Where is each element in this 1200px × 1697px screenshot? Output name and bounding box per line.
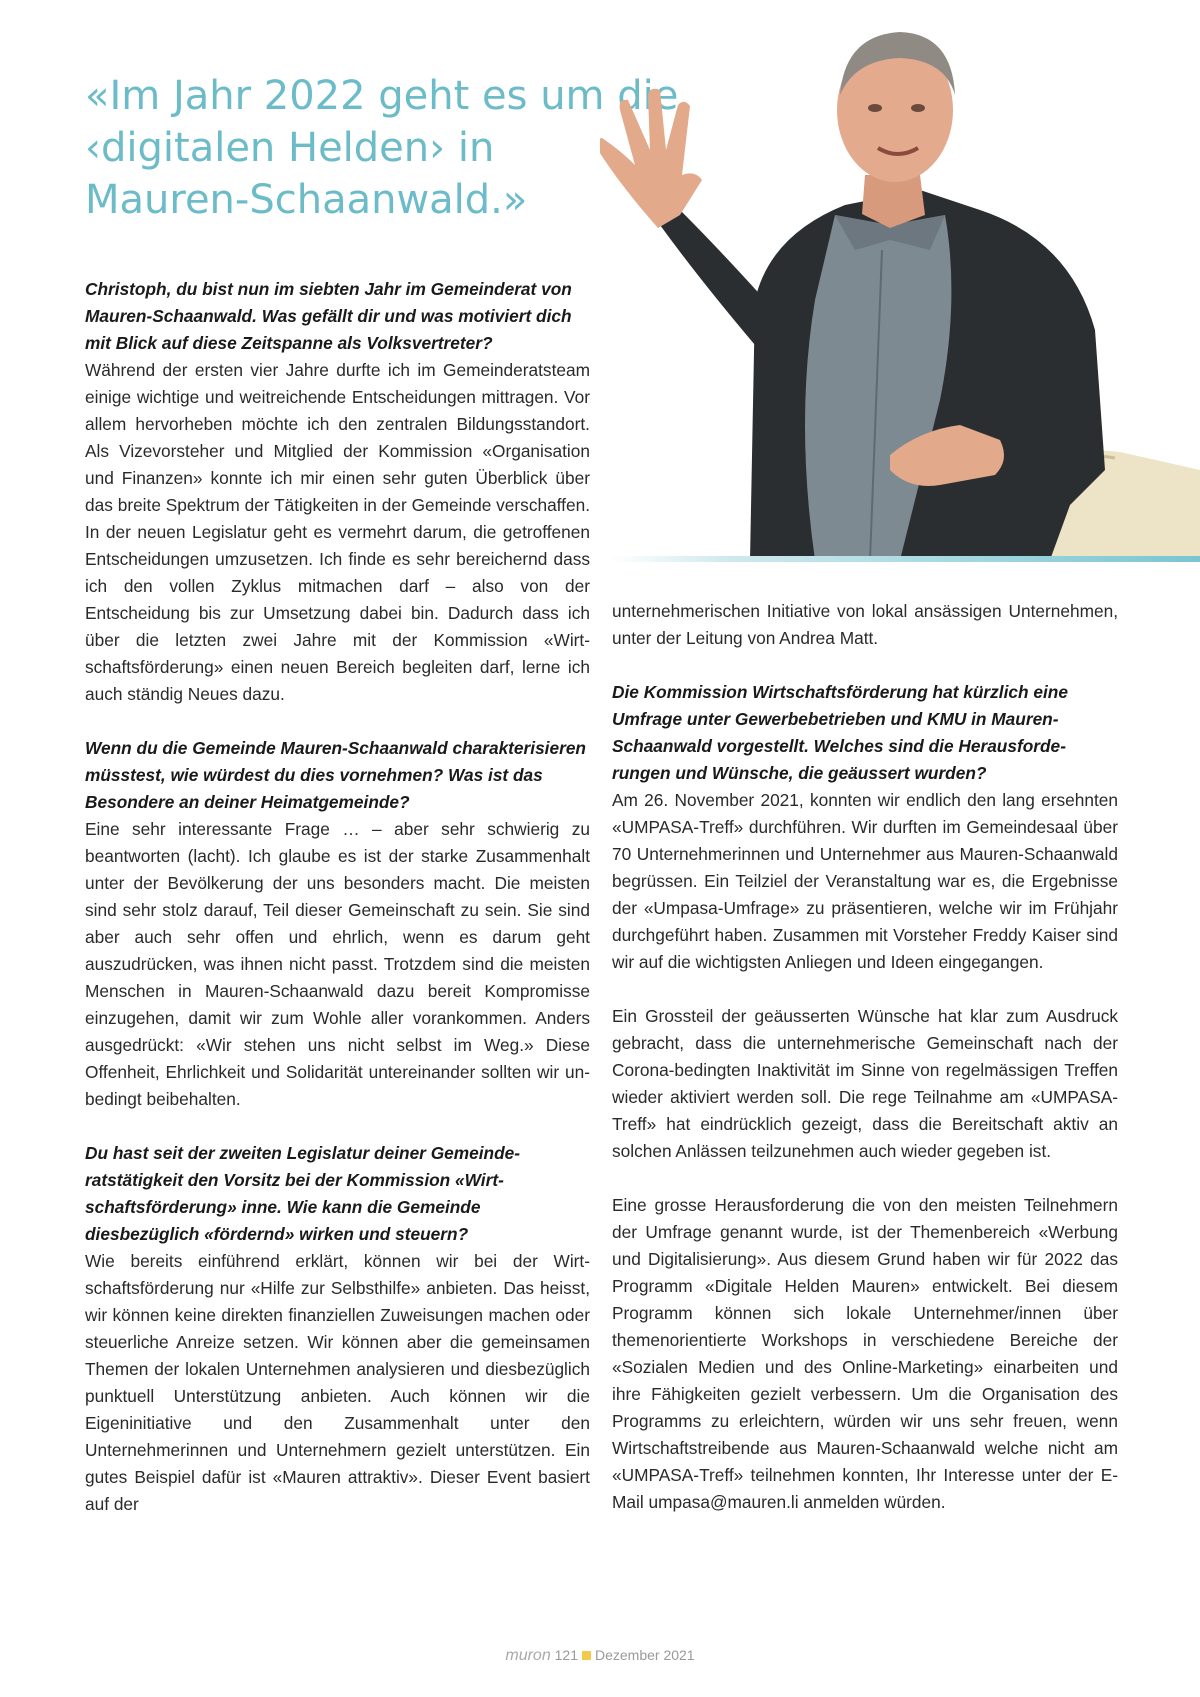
answer-2: Eine sehr interessante Frage … – aber sehr schwierig zu beantworten (lacht). Ich glaube es ist der starke Zusammenhalt unter der Bevölkerung der uns besonders macht. Die meisten sind sehr stolz darauf, Teil dieser Gemeinschaft zu sein. Sie sind aber auch sehr offen und ehrlich, wenn es darum geht auszudrücken, was ihnen nicht passt. Trotzdem sind die meisten Menschen in Mauren-Schaanwald dazu bereit Kompromisse einzugehen, damit wir zum Wohle aller vorankommen. Anders ausgedrückt: «Wir stehen uns nicht selbst im Weg.» Diese Offenheit, Ehrlichkeit und Solidarität untereinander sollten wir unbedingt beibehalten. bbox=[85, 819, 590, 1109]
page-headline bbox=[85, 70, 679, 226]
yellow-square-icon bbox=[582, 1651, 591, 1660]
question-1: Christoph, du bist nun im siebten Jahr im Gemeinderat von Mauren-Schaanwald. Was gefällt dir und was motiviert dich mit Blick auf diese Zeitspanne als Volksvertreter? bbox=[85, 279, 572, 353]
right-column bbox=[612, 598, 1118, 1516]
magazine-name: muron bbox=[505, 1647, 551, 1664]
issue-date: Dezember 2021 bbox=[594, 1647, 695, 1663]
answer-3: Wie bereits einführend erklärt, können wir bei der Wirtschaftsförderung nur «Hilfe zur Selbsthilfe» anbieten. Das heisst, wir können keine direkten finanziellen Zuweisungen machen oder steuerliche Anreize setzen. Wir können aber die gemeinsamen Themen der lokalen Unternehmen analysieren und diesbezüglich punktuell Unterstützung anbieten. Auch können wir die Eigeninitiative und den Zusammenhalt unter den Unternehmerinnen und Unternehmern gezielt unterstützen. Ein gutes Beispiel dafür ist «Mauren attraktiv». Dieser Event basiert auf der bbox=[85, 1251, 590, 1514]
headline-line-3: Mauren-Schaanwald.» bbox=[85, 177, 528, 223]
photo-underline bbox=[610, 556, 1200, 562]
headline-line-2: ‹digitalen Helden› in bbox=[85, 125, 495, 171]
issue-number: 121 bbox=[554, 1647, 578, 1663]
question-2: Wenn du die Gemeinde Mauren-Schaanwald charakterisieren müsstest, wie würdest du dies vornehmen? Was ist das Besondere an deiner Heimatgemeinde? bbox=[85, 738, 586, 812]
left-column bbox=[85, 276, 590, 1518]
question-4: Die Kommission Wirtschaftsförderung hat kürzlich eine Umfrage unter Gewerbebetrieben und KMU in Mauren-Schaanwald vorgestellt. Welches sind die Herausforderungen und Wünsche, die geäussert wurden? bbox=[612, 682, 1068, 783]
answer-4-paragraph-2: Ein Grossteil der geäusserten Wünsche hat klar zum Ausdruck gebracht, dass die unternehmerische Gemeinschaft nach der Corona-bedingten Inaktivität im Sinne von regelmässigen Treffen wieder aktiviert werden soll. Die rege Teilnahme am «UMPASA-Treff» hat eindrücklich gezeigt, dass die Bereitschaft aktiv an solchen Anlässen teilzunehmen auch wieder gegeben ist. bbox=[612, 1006, 1118, 1161]
answer-4-paragraph-1: Am 26. November 2021, konnten wir endlich den lang ersehnten «UMPASA-Treff» durchführen. Wir durften im Gemeindesaal über 70 Unternehmerinnen und Unternehmer aus Mauren-Schaanwald begrüssen. Ein Teilziel der Veranstaltung war es, die Ergebnisse der «Umpasa-Umfrage» zu präsentieren, welche wir im Frühjahr durchgeführt haben. Zusammen mit Vorsteher Freddy Kaiser sind wir auf die wichtigsten Anliegen und Ideen eingegangen. bbox=[612, 790, 1118, 972]
speaker-illustration bbox=[600, 0, 1200, 560]
portrait-photo bbox=[600, 0, 1200, 560]
page-footer bbox=[0, 1647, 1200, 1665]
answer-1: Während der ersten vier Jahre durfte ich im Gemeinderatsteam einige wichtige und weitreichende Entscheidungen mittragen. Vor allem hervorheben möchte ich den zentralen Bildungsstandort. Als Vizevorsteher und Mitglied der Kommission «Organisation und Finanzen» konnte ich mir einen sehr guten Überblick über das breite Spektrum der Tätigkeiten in der Gemeinde verschaffen. In der neuen Legislatur geht es vermehrt darum, die getroffenen Entscheidungen umzusetzen. Ich finde es sehr bereichernd dass ich den vollen Zyklus mitmachen darf – also von der Entscheidung bis zur Umsetzung dabei bin. Dadurch dass ich über die letzten zwei Jahre mit der Kommission «Wirtschaftsförderung» einen neuen Bereich begleiten darf, lerne ich auch ständig Neues dazu. bbox=[85, 360, 590, 704]
answer-3-continued: unternehmerischen Initiative von lokal ansässigen Unternehmen, unter der Leitung von Andrea Matt. bbox=[612, 601, 1118, 648]
headline-line-1: «Im Jahr 2022 geht es um die bbox=[85, 73, 679, 119]
answer-4-paragraph-3: Eine grosse Herausforderung die von den meisten Teilnehmern der Umfrage genannt wurde, ist der Themenbereich «Werbung und Digitalisierung». Aus diesem Grund haben wir für 2022 das Programm «Digitale Helden Mauren» entwickelt. Bei diesem Programm können sich lokale Unternehmer/innen über themenorientierte Workshops in verschiedene Bereiche der «Sozialen Medien und des Online-Marketing» einarbeiten und ihre Fähigkeiten gezielt verbessern. Um die Organisation des Programms zu erleichtern, würden wir uns sehr freuen, wenn Wirtschaftstreibende aus Mauren-Schaanwald welche nicht am «UMPASA-Treff» teilnehmen konnten, Ihr Interesse unter der E-Mail umpasa@mauren.li anmelden würden. bbox=[612, 1195, 1118, 1512]
question-3: Du hast seit der zweiten Legislatur deiner Gemeinderatstätigkeit den Vorsitz bei der Kommission «Wirtschaftsförderung» inne. Wie kann die Gemeinde diesbezüglich «fördernd» wirken und steuern? bbox=[85, 1143, 521, 1244]
